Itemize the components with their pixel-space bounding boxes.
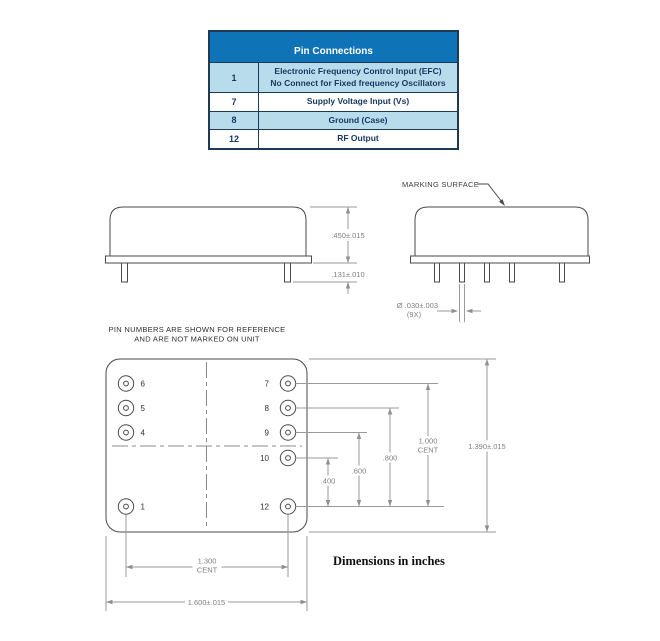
pin-lead bbox=[435, 263, 440, 282]
package-flange bbox=[106, 256, 312, 263]
pin-lead bbox=[285, 263, 291, 282]
dimension-600: .600 bbox=[351, 466, 367, 476]
pin-description-line: Ground (Case) bbox=[328, 114, 388, 125]
dimension-pin-length: .131±.010 bbox=[331, 270, 365, 279]
pin-lead bbox=[510, 263, 515, 282]
bottom-view-dimensions-right bbox=[296, 359, 508, 532]
pin-label: 7 bbox=[264, 379, 269, 389]
dimension-400: .400 bbox=[320, 476, 336, 486]
pin-lead bbox=[122, 263, 128, 282]
pin-number-cell: 8 bbox=[210, 112, 259, 130]
dimension-800: .800 bbox=[382, 453, 398, 463]
package-flange bbox=[411, 256, 590, 263]
package-body bbox=[415, 207, 588, 256]
pin-label: 5 bbox=[140, 404, 145, 413]
dimension-1000-sub: CENT bbox=[417, 445, 439, 455]
dimension-1000: 1.000 bbox=[418, 436, 438, 446]
pin-description-line: No Connect for Fixed frequency Oscillators bbox=[270, 77, 446, 88]
pin-description-line: RF Output bbox=[337, 133, 379, 143]
pin-reference-note bbox=[109, 325, 286, 344]
pin-number-cell: 1 bbox=[210, 63, 259, 92]
table-title: Pin Connections bbox=[210, 32, 457, 62]
dimension-pin-diameter-count: (9X) bbox=[406, 310, 422, 319]
note-line: PIN NUMBERS ARE SHOWN FOR REFERENCE bbox=[108, 325, 286, 334]
pin-diameter-detail bbox=[397, 284, 481, 322]
dimension-body-length: 1.600±.015 bbox=[187, 598, 226, 607]
dimension-1300: 1.300 bbox=[197, 556, 217, 566]
dimension-body-height: .450±.015 bbox=[331, 231, 365, 240]
pin-label: 10 bbox=[260, 454, 269, 463]
pin-label: 6 bbox=[140, 379, 145, 389]
package-body bbox=[110, 207, 306, 256]
marking-surface-callout bbox=[402, 180, 505, 206]
pin-label: 9 bbox=[264, 428, 269, 438]
marking-surface-label: MARKING SURFACE bbox=[402, 180, 480, 189]
note-line: AND ARE NOT MARKED ON UNIT bbox=[134, 334, 260, 344]
side-view-side bbox=[411, 207, 590, 282]
dimension-body-width: 1.390±.015 bbox=[468, 442, 506, 451]
pin-label: 4 bbox=[140, 428, 145, 438]
pin-description-line: Electronic Frequency Control Input (EFC) bbox=[274, 66, 442, 76]
pin-label: 1 bbox=[140, 502, 145, 512]
units-note: Dimensions in inches bbox=[333, 554, 445, 568]
bottom-view bbox=[106, 359, 307, 532]
pin-lead bbox=[485, 263, 490, 282]
dimension-pin-diameter: Ø .030±.003 bbox=[396, 301, 438, 310]
pin-number-cell: 12 bbox=[210, 130, 259, 148]
pin-description-line: Supply Voltage Input (Vs) bbox=[306, 96, 410, 106]
dimension-1300-sub: CENT bbox=[196, 565, 218, 575]
pin-label: 12 bbox=[260, 502, 269, 512]
pin-lead bbox=[460, 263, 465, 282]
pin-label: 8 bbox=[264, 404, 269, 413]
side-view-front bbox=[106, 207, 312, 282]
pin-lead bbox=[560, 263, 565, 282]
pin-number-cell: 7 bbox=[210, 93, 259, 111]
leader-arrow-icon bbox=[499, 199, 505, 206]
